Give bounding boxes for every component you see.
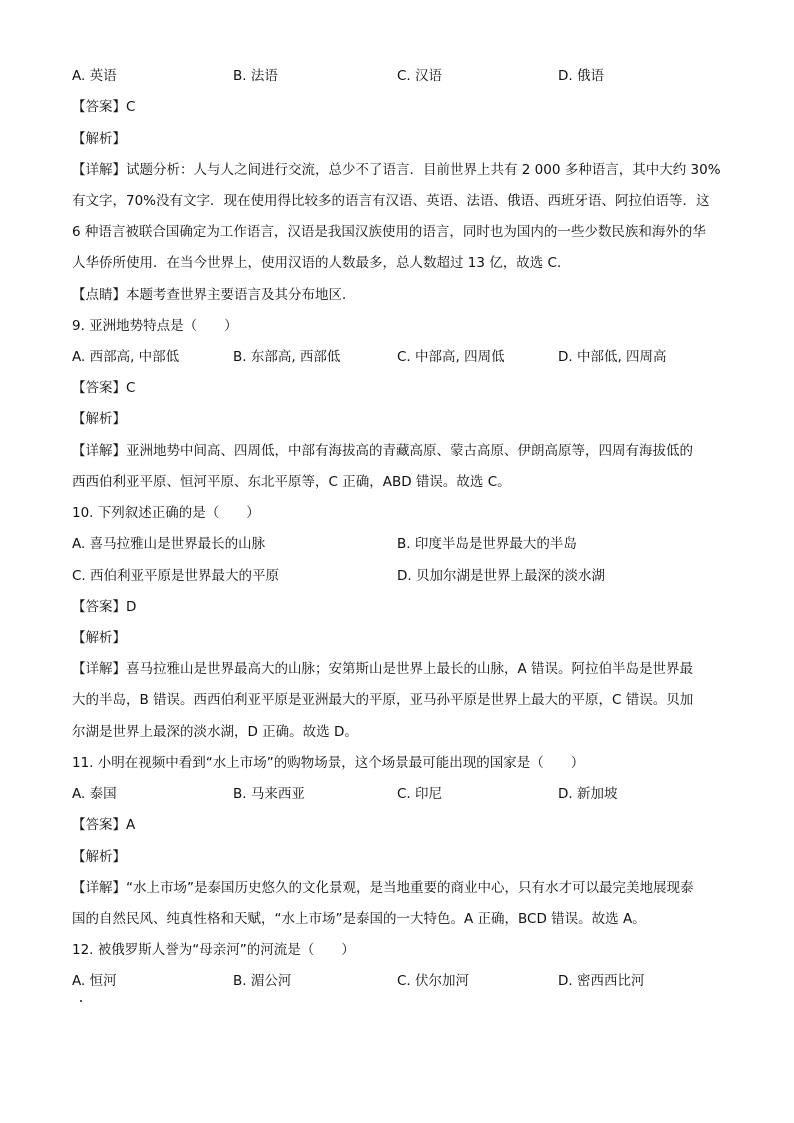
q12-option-d: D. 密西西比河 (558, 973, 645, 989)
q12-option-c: C. 伏尔加河 (397, 973, 470, 989)
q9-analysis-label: 【解析】 (72, 411, 126, 427)
q11-detail-line-1: 【详解】“水上市场”是泰国历史悠久的文化景观，是当地重要的商业中心，只有水才可以最完美地展现泰 (72, 880, 694, 896)
q10-option-a: A. 喜马拉雅山是世界最长的山脉 (72, 536, 266, 552)
q8-comment: 【点睛】本题考查世界主要语言及其分布地区． (72, 287, 356, 303)
q11-analysis-label: 【解析】 (72, 849, 126, 865)
q8-answer: 【答案】C (72, 99, 136, 115)
q10-option-b: B. 印度半岛是世界最大的半岛 (397, 536, 577, 552)
q8-option-b: B. 法语 (233, 68, 278, 84)
q12-option-a: A. 恒河 (72, 973, 117, 989)
q11-option-a: A. 泰国 (72, 786, 117, 802)
q9-option-b: B. 东部高, 西部低 (233, 349, 341, 365)
q9-question: 9. 亚洲地势特点是（ ） (72, 318, 238, 334)
q8-option-c: C. 汉语 (397, 68, 443, 84)
q9-option-a: A. 西部高, 中部低 (72, 349, 180, 365)
q11-answer: 【答案】A (72, 817, 136, 833)
q9-answer: 【答案】C (72, 380, 136, 396)
q9-option-c: C. 中部高, 四周低 (397, 349, 505, 365)
q8-detail-line-4: 人华侨所使用．在当今世界上，使用汉语的人数最多，总人数超过 13 亿，故选 C． (72, 255, 571, 271)
q11-question: 11. 小明在视频中看到“水上市场”的购物场景，这个场景最可能出现的国家是（ ） (72, 755, 585, 771)
q12-option-b: B. 湄公河 (233, 973, 292, 989)
q9-detail-line-1: 【详解】亚洲地势中间高、四周低，中部有海拔高的青藏高原、蒙古高原、伊朗高原等，四周有海拔低的 (72, 443, 693, 459)
q11-option-c: C. 印尼 (397, 786, 443, 802)
q8-option-d: D. 俄语 (558, 68, 604, 84)
q8-detail-line-2: 有文字，70%没有文字．现在使用得比较多的语言有汉语、英语、法语、俄语、西班牙语、阿拉伯语等．这 (72, 193, 710, 209)
q11-option-d: D. 新加坡 (558, 786, 618, 802)
q10-answer: 【答案】D (72, 599, 137, 615)
q8-option-a: A. 英语 (72, 68, 117, 84)
q10-detail-line-3: 尔湖是世界上最深的淡水湖，D 正确。故选 D。 (72, 724, 358, 740)
q10-option-d: D. 贝加尔湖是世界上最深的淡水湖 (397, 568, 605, 584)
stray-mark (80, 1000, 82, 1002)
q8-detail-line-3: 6 种语言被联合国确定为工作语言，汉语是我国汉族使用的语言，同时也为国内的一些少数民族和海外的华 (72, 224, 706, 240)
q8-analysis-label: 【解析】 (72, 131, 126, 147)
q10-analysis-label: 【解析】 (72, 630, 126, 646)
q10-detail-line-1: 【详解】喜马拉雅山是世界最高大的山脉；安第斯山是世界上最长的山脉，A 错误。阿拉伯半岛是世界最 (72, 661, 694, 677)
q11-option-b: B. 马来西亚 (233, 786, 305, 802)
q10-question: 10. 下列叙述正确的是（ ） (72, 505, 260, 521)
q10-detail-line-2: 大的半岛，B 错误。西西伯利亚平原是亚洲最大的平原，亚马孙平原是世界上最大的平原，C 错误。贝加 (72, 692, 694, 708)
q9-detail-line-2: 西西伯利亚平原、恒河平原、东北平原等，C 正确，ABD 错误。故选 C。 (72, 474, 511, 490)
q11-detail-line-2: 国的自然民风、纯真性格和天赋，“水上市场”是泰国的一大特色。A 正确，BCD 错误。故选 A。 (72, 911, 646, 927)
q9-option-d: D. 中部低, 四周高 (558, 349, 667, 365)
q8-detail-line-1: 【详解】试题分析：人与人之间进行交流，总少不了语言．目前世界上共有 2 000 多种语言，其中大约 30% (72, 162, 721, 178)
q10-option-c: C. 西伯利亚平原是世界最大的平原 (72, 568, 280, 584)
q12-question: 12. 被俄罗斯人誉为“母亲河”的河流是（ ） (72, 942, 355, 958)
